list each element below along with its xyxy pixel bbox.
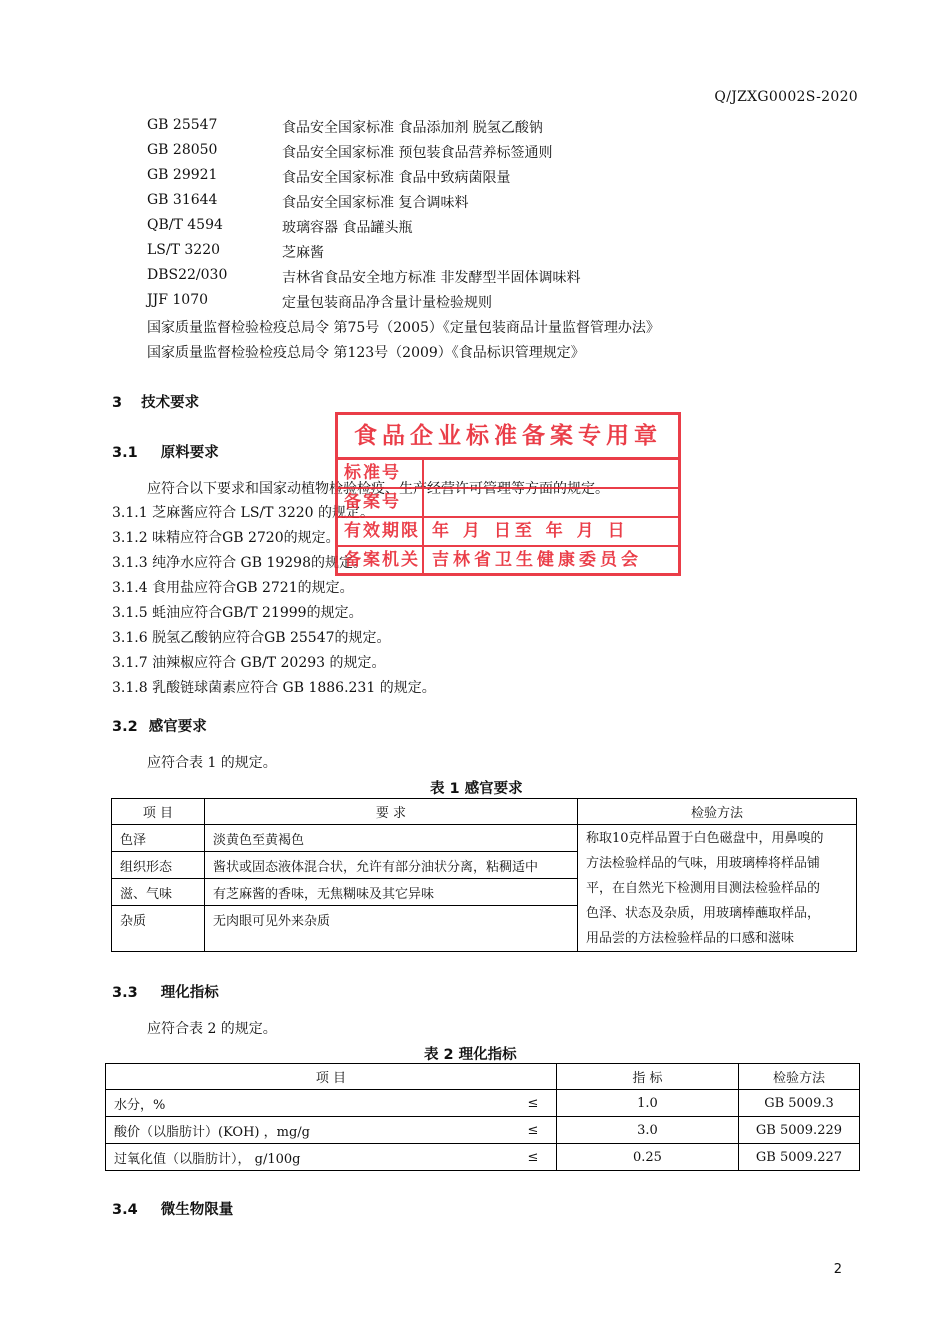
table-cell: ≤ bbox=[510, 1144, 557, 1171]
stamp-title: 食品企业标准备案专用章 bbox=[338, 415, 678, 460]
table-cell: GB 5009.3 bbox=[738, 1090, 859, 1117]
table-row bbox=[112, 825, 857, 852]
paragraph: 应符合表 1 的规定。 bbox=[147, 755, 277, 771]
reference-title: 食品安全国家标准 预包装食品营养标签通则 bbox=[282, 145, 553, 161]
section-number: 3 bbox=[112, 395, 123, 411]
list-item: 3.1.1 芝麻酱应符合 LS/T 3220 的规定。 bbox=[112, 505, 374, 521]
table-cell: 淡黄色至黄褐色 bbox=[205, 825, 578, 852]
page-number: 2 bbox=[833, 1262, 842, 1277]
list-item: 3.1.3 纯净水应符合 GB 19298的规定。 bbox=[112, 555, 367, 571]
reference-title: 吉林省食品安全地方标准 非发酵型半固体调味料 bbox=[282, 270, 581, 286]
stamp-value: 吉林省卫生健康委员会 bbox=[432, 550, 642, 570]
list-item: 3.1.8 乳酸链球菌素应符合 GB 1886.231 的规定。 bbox=[112, 680, 436, 696]
document-code: Q/JZXG0002S-2020 bbox=[714, 89, 858, 105]
table-cell: 杂质 bbox=[112, 906, 205, 952]
table-row bbox=[106, 1117, 860, 1144]
table-cell: 3.0 bbox=[556, 1117, 738, 1144]
table-caption: 表 1 感官要求 bbox=[430, 781, 523, 797]
table-caption: 表 2 理化指标 bbox=[424, 1047, 517, 1063]
table-cell: 组织形态 bbox=[112, 852, 205, 879]
table-cell: 色泽 bbox=[112, 825, 205, 852]
section-number: 3.4 bbox=[112, 1202, 138, 1218]
table-header: 要 求 bbox=[205, 799, 578, 825]
table-cell: 酱状或固态液体混合状，允许有部分油状分离，粘稠适中 bbox=[205, 852, 578, 879]
table-header: 检验方法 bbox=[738, 1064, 859, 1090]
reference-code: GB 28050 bbox=[147, 142, 218, 158]
physicochemical-table bbox=[105, 1063, 860, 1171]
section-heading bbox=[112, 715, 207, 736]
table-cell: 1.0 bbox=[556, 1090, 738, 1117]
decree-line: 国家质量监督检验检疫总局令 第75号（2005）《定量包装商品计量监督管理办法》 bbox=[147, 320, 660, 336]
table-cell: ≤ bbox=[510, 1117, 557, 1144]
section-number: 3.3 bbox=[112, 985, 138, 1001]
stamp-value: 年 月 日至 年 月 日 bbox=[432, 521, 629, 541]
list-item: 3.1.4 食用盐应符合GB 2721的规定。 bbox=[112, 580, 354, 596]
table-cell: 无肉眼可见外来杂质 bbox=[205, 906, 578, 952]
table-cell: GB 5009.227 bbox=[738, 1144, 859, 1171]
stamp-value bbox=[424, 460, 678, 487]
stamp-label: 标准号 bbox=[338, 460, 424, 487]
table-cell: 水分，% bbox=[106, 1090, 510, 1117]
table-row bbox=[106, 1090, 860, 1117]
reference-code: LS/T 3220 bbox=[147, 242, 221, 258]
table-cell: 滋、气味 bbox=[112, 879, 205, 906]
section-title: 理化指标 bbox=[160, 985, 219, 1001]
table-cell: ≤ bbox=[510, 1090, 557, 1117]
reference-title: 食品安全国家标准 食品中致病菌限量 bbox=[282, 170, 511, 186]
section-title: 原料要求 bbox=[160, 445, 219, 461]
method-line: 用品尝的方法检验样品的口感和滋味 bbox=[586, 931, 795, 946]
section-heading bbox=[112, 1198, 233, 1219]
reference-title: 食品安全国家标准 食品添加剂 脱氢乙酸钠 bbox=[282, 120, 543, 136]
section-number: 3.1 bbox=[112, 445, 138, 461]
reference-title: 食品安全国家标准 复合调味料 bbox=[282, 195, 469, 211]
reference-code: JJF 1070 bbox=[147, 292, 209, 308]
method-line: 平，在自然光下检测用目测法检验样品的 bbox=[586, 881, 821, 896]
list-item: 3.1.6 脱氢乙酸钠应符合GB 25547的规定。 bbox=[112, 630, 391, 646]
method-line: 色泽、状态及杂质，用玻璃棒蘸取样品， bbox=[586, 906, 821, 921]
reference-code: DBS22/030 bbox=[147, 267, 228, 283]
stamp-label: 备案号 bbox=[338, 489, 424, 516]
paragraph: 应符合表 2 的规定。 bbox=[147, 1021, 277, 1037]
stamp-label: 备案机关 bbox=[338, 547, 424, 574]
sensory-table bbox=[111, 798, 857, 952]
table-cell: GB 5009.229 bbox=[738, 1117, 859, 1144]
list-item: 3.1.5 蚝油应符合GB/T 21999的规定。 bbox=[112, 605, 363, 621]
list-item: 3.1.7 油辣椒应符合 GB/T 20293 的规定。 bbox=[112, 655, 386, 671]
list-item: 3.1.2 味精应符合GB 2720的规定。 bbox=[112, 530, 340, 546]
section-heading bbox=[112, 981, 219, 1002]
section-heading bbox=[112, 391, 199, 412]
table-header: 检验方法 bbox=[578, 799, 857, 825]
method-line: 方法检验样品的气味，用玻璃棒将样品铺 bbox=[586, 856, 821, 871]
table-cell: 酸价（以脂肪计）(KOH) ，mg/g bbox=[106, 1117, 510, 1144]
method-line: 称取10克样品置于白色磁盘中，用鼻嗅的 bbox=[586, 831, 824, 846]
stamp-row bbox=[338, 518, 678, 547]
section-title: 感官要求 bbox=[148, 719, 207, 735]
stamp-label: 有效期限 bbox=[338, 518, 424, 545]
table-cell: 过氧化值（以脂肪计）， g/100g bbox=[106, 1144, 510, 1171]
table-header: 项 目 bbox=[112, 799, 205, 825]
paragraph: 应符合以下要求和国家动植物检验检疫、生产经营许可管理等方面的规定。 bbox=[147, 481, 609, 497]
section-number: 3.2 bbox=[112, 719, 138, 735]
section-title: 技术要求 bbox=[141, 395, 200, 411]
reference-code: GB 31644 bbox=[147, 192, 218, 208]
reference-title: 定量包装商品净含量计量检验规则 bbox=[282, 295, 492, 311]
table-header: 指 标 bbox=[556, 1064, 738, 1090]
reference-code: GB 25547 bbox=[147, 117, 218, 133]
reference-code: GB 29921 bbox=[147, 167, 218, 183]
table-cell: 0.25 bbox=[556, 1144, 738, 1171]
table-header: 项 目 bbox=[106, 1064, 557, 1090]
table-row bbox=[106, 1144, 860, 1171]
section-title: 微生物限量 bbox=[160, 1202, 234, 1218]
reference-code: QB/T 4594 bbox=[147, 217, 223, 233]
section-heading bbox=[112, 441, 219, 462]
stamp-value bbox=[424, 489, 678, 516]
stamp-row bbox=[338, 489, 678, 518]
stamp-row bbox=[338, 547, 678, 574]
stamp-row bbox=[338, 460, 678, 489]
method-cell bbox=[578, 825, 857, 952]
filing-stamp bbox=[335, 412, 681, 576]
decree-line: 国家质量监督检验检疫总局令 第123号（2009）《食品标识管理规定》 bbox=[147, 345, 585, 361]
reference-title: 玻璃容器 食品罐头瓶 bbox=[282, 220, 413, 236]
reference-title: 芝麻酱 bbox=[282, 245, 324, 261]
table-cell: 有芝麻酱的香味，无焦糊味及其它异味 bbox=[205, 879, 578, 906]
